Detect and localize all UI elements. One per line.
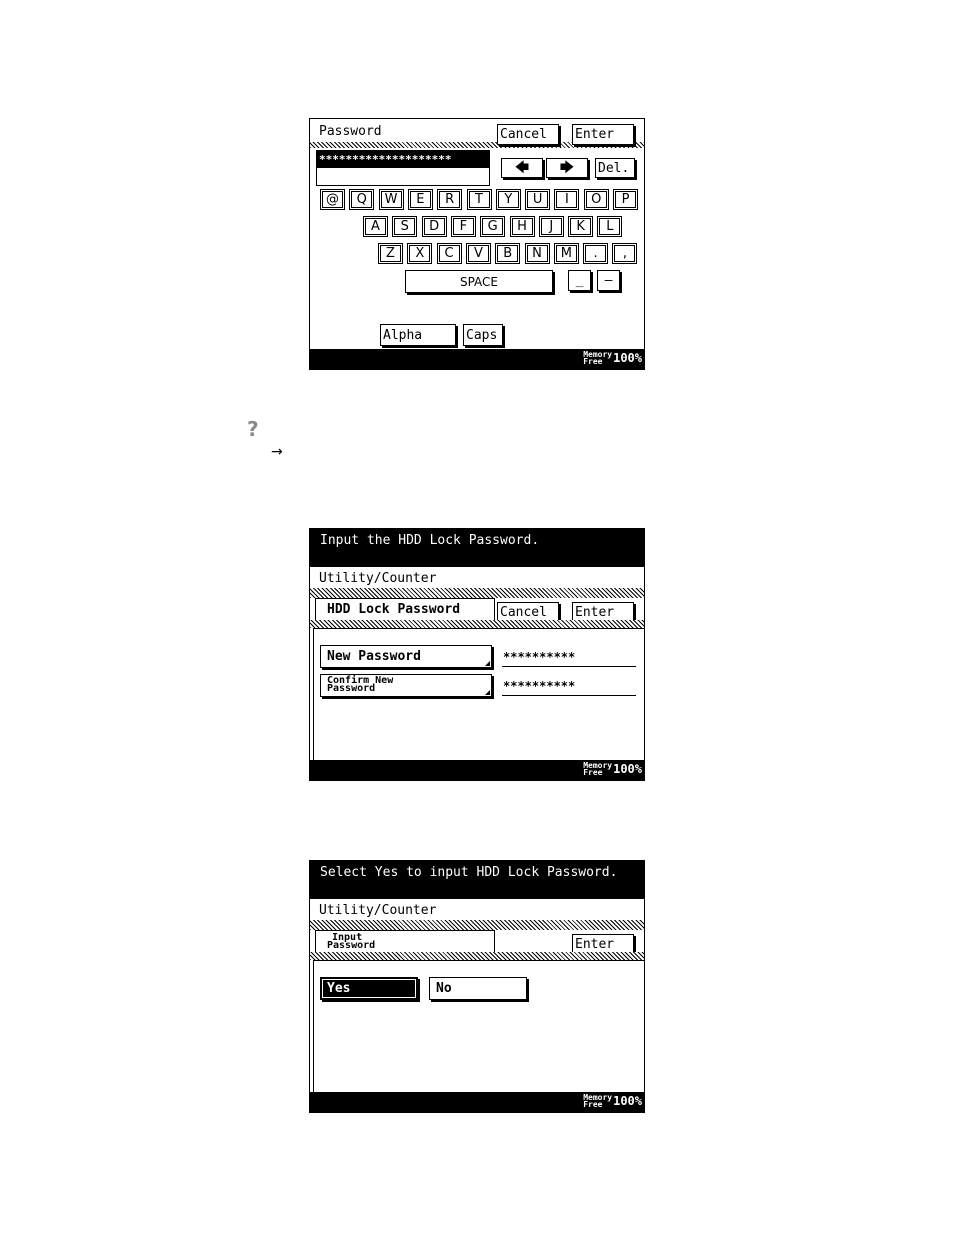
- confirm-password-value: **********: [503, 679, 576, 693]
- key-label: N: [527, 245, 548, 262]
- key-label: X: [409, 245, 430, 262]
- arrow-icon: →: [271, 444, 283, 460]
- password-field[interactable]: [316, 150, 490, 186]
- confirm-label-line-1: Confirm New: [327, 675, 394, 686]
- memory-value: 100%: [613, 1094, 642, 1108]
- message-bar: [310, 861, 644, 899]
- keyboard-title: Password: [319, 124, 382, 139]
- breadcrumb-divider: [310, 920, 644, 930]
- key-label: S: [394, 218, 415, 235]
- message-bar: [310, 529, 644, 567]
- breadcrumb: Utility/Counter: [319, 571, 437, 586]
- select-input-password-screen: [309, 860, 645, 1113]
- enter-button[interactable]: Enter: [572, 124, 634, 145]
- key-n[interactable]: [525, 243, 550, 264]
- key-y[interactable]: [496, 189, 521, 210]
- tab-divider: [310, 952, 644, 960]
- status-bar: [310, 1092, 644, 1112]
- cancel-button[interactable]: Cancel: [497, 602, 559, 623]
- message-text: Input the HDD Lock Password.: [320, 533, 540, 548]
- key-label: G: [482, 218, 503, 235]
- key-s[interactable]: [392, 216, 417, 237]
- tab-label-line-1: Input: [332, 932, 363, 943]
- breadcrumb-divider: [310, 588, 644, 598]
- key-t[interactable]: [467, 189, 492, 210]
- key-label: R: [439, 191, 460, 208]
- message-text: Select Yes to input HDD Lock Password.: [320, 865, 618, 880]
- memory-value: 100%: [613, 351, 642, 365]
- key-c[interactable]: [437, 243, 462, 264]
- key-label: W: [381, 191, 402, 208]
- tab-input-password: [315, 930, 495, 952]
- memory-label: Memory: [583, 350, 613, 359]
- question-icon: ?: [247, 417, 259, 441]
- key-label: T: [469, 191, 490, 208]
- key-label: V: [468, 245, 489, 262]
- yes-button[interactable]: Yes: [320, 977, 418, 1000]
- confirm-label-line-2: Password: [327, 683, 376, 694]
- key-label: ,: [614, 245, 635, 262]
- key-symbol[interactable]: [583, 243, 608, 264]
- key-label: D: [424, 218, 445, 235]
- key-label: M: [556, 245, 577, 262]
- free-label: Free: [583, 1100, 603, 1109]
- key-label: @: [322, 191, 343, 208]
- memory-indicator: [583, 1094, 642, 1108]
- key-label: U: [527, 191, 548, 208]
- key-label: O: [586, 191, 607, 208]
- key-label: C: [439, 245, 460, 262]
- key-p[interactable]: [613, 189, 638, 210]
- key-l[interactable]: [597, 216, 622, 237]
- cursor-left-button[interactable]: [501, 158, 543, 178]
- breadcrumb: Utility/Counter: [319, 903, 437, 918]
- confirm-password-underline: [502, 695, 636, 696]
- key-d[interactable]: [422, 216, 447, 237]
- free-label: Free: [583, 768, 603, 777]
- key-label: H: [512, 218, 533, 235]
- enter-button[interactable]: Enter: [572, 934, 634, 955]
- memory-label: Memory: [583, 1093, 613, 1102]
- key-label: .: [585, 245, 606, 262]
- password-value: ********************: [317, 151, 489, 168]
- enter-button[interactable]: Enter: [572, 602, 634, 623]
- key-b[interactable]: [495, 243, 520, 264]
- key-label: K: [570, 218, 591, 235]
- key-label: L: [599, 218, 620, 235]
- space-key[interactable]: SPACE: [405, 270, 553, 293]
- key-g[interactable]: [480, 216, 505, 237]
- delete-button[interactable]: Del.: [595, 158, 635, 178]
- password-keyboard-screen: [309, 118, 645, 370]
- key-j[interactable]: [539, 216, 564, 237]
- dash-key[interactable]: –: [597, 270, 620, 291]
- new-password-value: **********: [503, 650, 576, 664]
- key-u[interactable]: [525, 189, 550, 210]
- new-password-underline: [502, 666, 636, 667]
- caps-button[interactable]: Caps: [463, 324, 503, 346]
- alpha-button[interactable]: Alpha: [380, 324, 456, 346]
- key-label: Q: [351, 191, 372, 208]
- arrow-right-icon: 🡆: [559, 160, 575, 176]
- key-v[interactable]: [466, 243, 491, 264]
- new-password-label: New Password: [327, 649, 421, 664]
- cursor-right-button[interactable]: [546, 158, 588, 178]
- free-label: Free: [583, 357, 603, 366]
- no-button[interactable]: No: [429, 977, 527, 1000]
- key-w[interactable]: [379, 189, 404, 210]
- key-h[interactable]: [510, 216, 535, 237]
- status-bar: [310, 760, 644, 780]
- key-m[interactable]: [554, 243, 579, 264]
- key-symbol[interactable]: [320, 189, 345, 210]
- corner-mark-icon: [485, 661, 490, 666]
- memory-indicator: [583, 351, 642, 365]
- memory-label: Memory: [583, 761, 613, 770]
- tab-hdd-lock-password: [315, 598, 495, 620]
- status-bar: [310, 349, 644, 369]
- key-label: E: [410, 191, 431, 208]
- key-f[interactable]: [451, 216, 476, 237]
- key-symbol[interactable]: [612, 243, 637, 264]
- key-label: J: [541, 218, 562, 235]
- key-label: Z: [380, 245, 401, 262]
- key-label: F: [453, 218, 474, 235]
- tab-divider: [310, 620, 644, 628]
- key-label: I: [556, 191, 577, 208]
- underscore-key[interactable]: _: [568, 270, 591, 291]
- memory-indicator: [583, 762, 642, 776]
- key-x[interactable]: [407, 243, 432, 264]
- key-o[interactable]: [584, 189, 609, 210]
- memory-value: 100%: [613, 762, 642, 776]
- key-r[interactable]: [437, 189, 462, 210]
- cancel-button[interactable]: Cancel: [497, 124, 559, 145]
- confirm-password-button[interactable]: [320, 674, 492, 697]
- tab-label-line-2: Password: [327, 940, 376, 951]
- key-i[interactable]: [554, 189, 579, 210]
- key-k[interactable]: [568, 216, 593, 237]
- tab-label: HDD Lock Password: [327, 602, 461, 617]
- key-q[interactable]: [349, 189, 374, 210]
- key-z[interactable]: [378, 243, 403, 264]
- arrow-left-icon: 🡄: [514, 160, 530, 176]
- key-label: A: [365, 218, 386, 235]
- key-label: B: [497, 245, 518, 262]
- key-label: P: [615, 191, 636, 208]
- hdd-lock-password-screen: [309, 528, 645, 781]
- key-e[interactable]: [408, 189, 433, 210]
- new-password-button[interactable]: [320, 645, 492, 668]
- key-a[interactable]: [363, 216, 388, 237]
- corner-mark-icon: [485, 690, 490, 695]
- key-label: Y: [498, 191, 519, 208]
